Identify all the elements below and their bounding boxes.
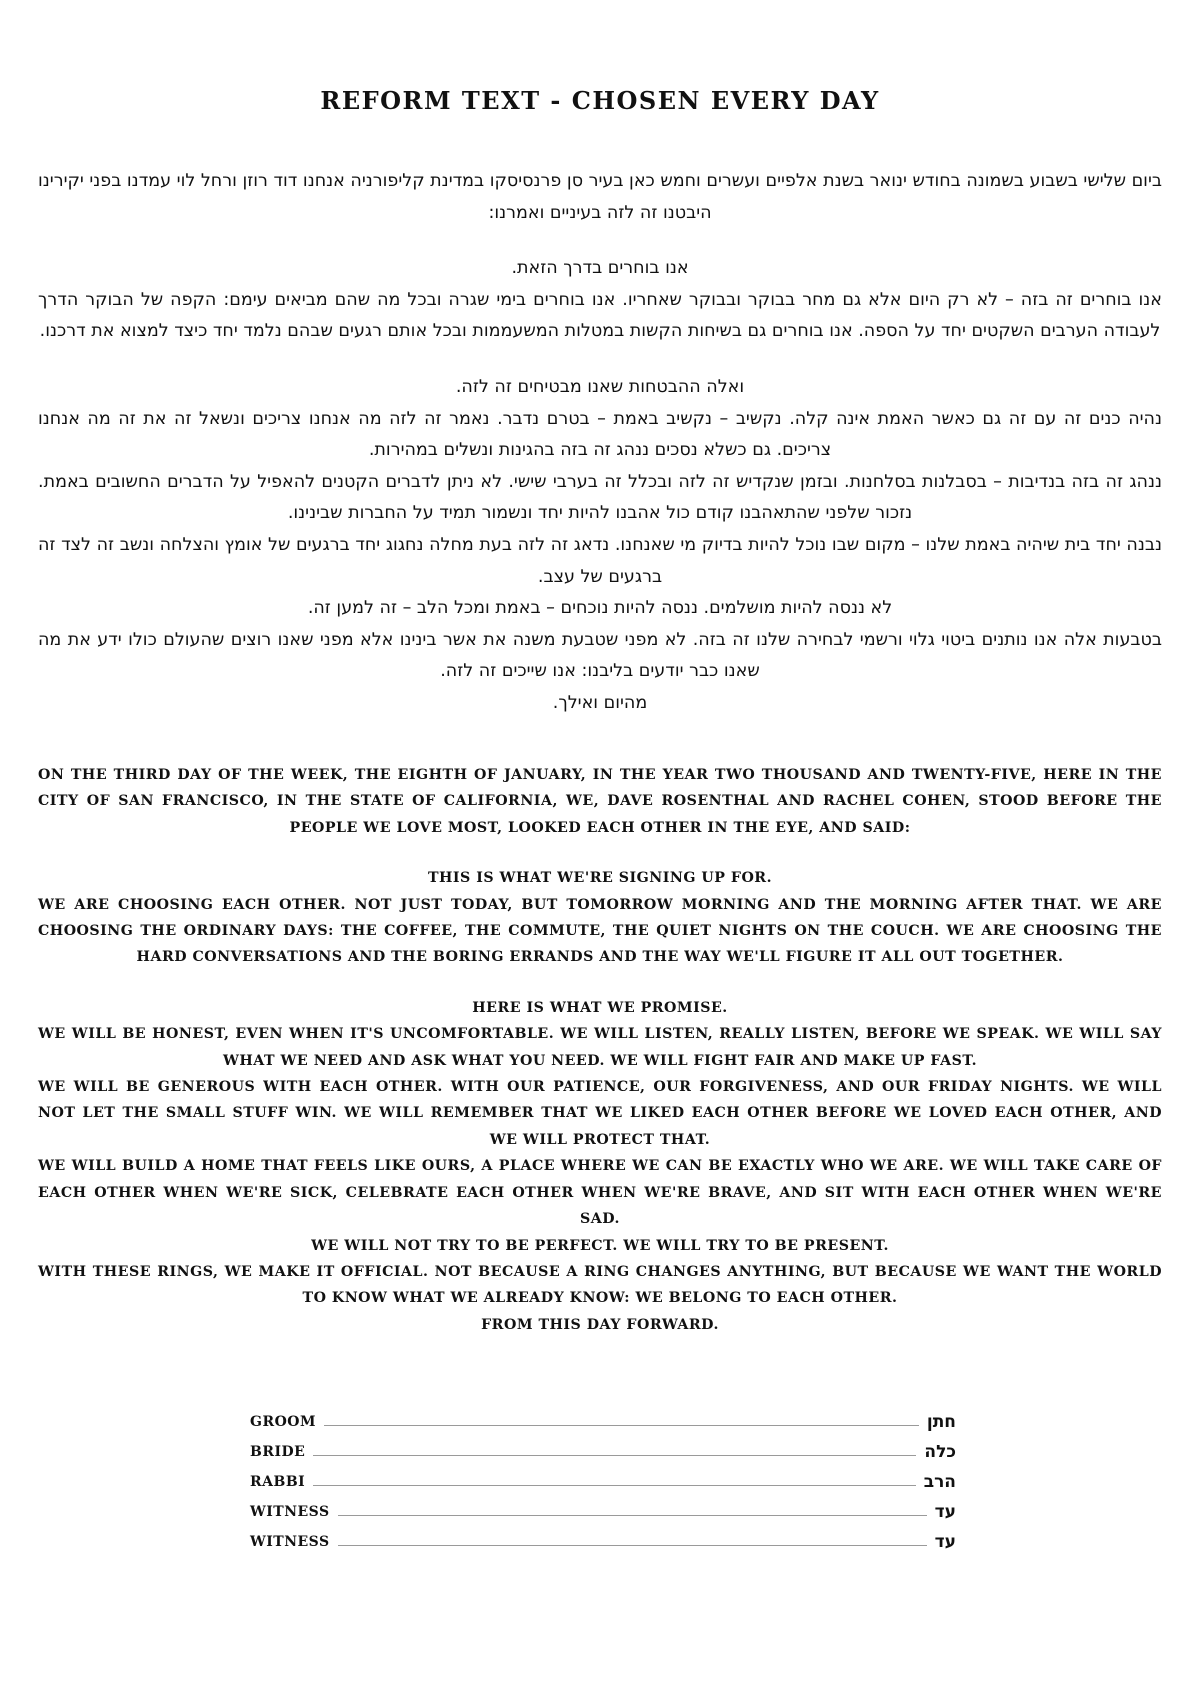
english-closing: FROM THIS DAY FORWARD. [481,1316,719,1333]
signature-label-he: חתן [926,1412,956,1432]
signature-label-he: הרב [923,1472,956,1492]
english-paragraph-home: WE WILL BUILD A HOME THAT FEELS LIKE OURS, A PLACE WHERE WE CAN BE EXACTLY WHO WE ARE. WE WILL TAKE CARE OF EACH OTHER WHEN WE'RE SICK, CELEBRATE EACH OTHER WHEN WE'RE BRAVE, AND SIT WITH EACH OTHER WHEN WE'RE SAD. [38,1158,1162,1228]
english-intro: ON THE THIRD DAY OF THE WEEK, THE EIGHTH OF JANUARY, IN THE YEAR TWO THOUSAND AND TWENTY-FIVE, HERE IN THE CITY OF SAN FRANCISCO, IN THE STATE OF CALIFORNIA, WE, DAVE ROSENTHAL AND RACHEL COHEN, STOOD BEFORE THE PEOPLE WE LOVE MOST, LOOKED EACH OTHER IN THE EYE, AND SAID: [38,767,1162,836]
signature-field[interactable] [313,1455,916,1456]
signature-label-en: RABBI [250,1474,306,1490]
signature-field[interactable] [338,1515,927,1516]
hebrew-paragraph-honesty: נהיה כנים זה עם זה גם כאשר האמת אינה קלה. נקשיב – נקשיב באמת – בטרם נדבר. נאמר זה לזה מה אנחנו צריכים ונשאל זה את זה מה אנחנו צריכים. גם כשלא נסכים ננהג זה בזה בהגינות ונשלים במהירות. [38,408,1162,461]
signature-label-en: WITNESS [250,1504,330,1520]
english-paragraph-choosing: WE ARE CHOOSING EACH OTHER. NOT JUST TODAY, BUT TOMORROW MORNING AND THE MORNING AFTER THAT. WE ARE CHOOSING THE ORDINARY DAYS: THE COFFEE, THE COMMUTE, THE QUIET NIGHTS ON THE COUCH. WE ARE CHOOSING THE HARD CONVERSATIONS AND THE BORING ERRANDS AND THE WAY WE'LL FIGURE IT ALL OUT TOGETHER. [38,896,1162,966]
signature-label-en: BRIDE [250,1444,306,1460]
english-paragraph-present: WE WILL NOT TRY TO BE PERFECT. WE WILL TRY TO BE PRESENT. [311,1237,889,1254]
hebrew-intro: ביום שלישי בשבוע בשמונה בחודש ינואר בשנת אלפיים ועשרים וחמש כאן בעיר סן פרנסיסקו במדינת קליפורניה אנחנו דוד רוזן ורחל לוי עמדנו בפני יקירינו היבטנו זה לזה בעיניים ואמרנו: [38,171,1162,223]
hebrew-heading-choosing: אנו בוחרים בדרך הזאת. [511,258,689,279]
hebrew-heading-promises: ואלה ההבטחות שאנו מבטיחים זה לזה. [455,376,745,397]
document-title: REFORM TEXT - CHOSEN EVERY DAY [320,86,880,115]
signature-field[interactable] [338,1545,927,1546]
signature-label-he: עד [934,1502,956,1522]
english-text-block [38,762,1162,1338]
signature-line-witness-2[interactable] [250,1522,956,1552]
english-heading-promises: HERE IS WHAT WE PROMISE. [472,999,728,1016]
english-heading-choosing: THIS IS WHAT WE'RE SIGNING UP FOR. [427,870,773,887]
signature-line-groom[interactable] [250,1402,956,1432]
signature-label-en: GROOM [250,1414,316,1430]
signature-line-bride[interactable] [250,1432,956,1462]
hebrew-paragraph-choosing: אנו בוחרים זה בזה – לא רק היום אלא גם מחר בבוקר ובבוקר שאחריו. אנו בוחרים בימי שגרה ובכל מה שהם מביאים עימם: הקפה של הבוקר הדרך לעבודה הערבים השקטים יחד על הספה. אנו בוחרים גם בשיחות הקשות במטלות המשעממות ובכל אותם רגעים שבהם נלמד יחד כיצד למצוא את דרכנו. [38,289,1162,342]
hebrew-paragraph-present: לא ננסה להיות מושלמים. ננסה להיות נוכחים – באמת ומכל הלב – זה למען זה. [307,598,893,619]
hebrew-text-block [38,166,1162,720]
hebrew-closing: מהיום ואילך. [552,692,648,713]
hebrew-paragraph-home: נבנה יחד בית שיהיה באמת שלנו – מקום שבו נוכל להיות בדיוק מי שאנחנו. נדאג זה לזה בעת מחלה נחגוג יחד ברגעים של אומץ והצלחה ונשב זה לצד זה ברגעים של עצב. [38,534,1162,587]
hebrew-paragraph-rings: בטבעות אלה אנו נותנים ביטוי גלוי ורשמי לבחירה שלנו זה בזה. לא מפני שטבעת משנה את אשר בינינו אלא מפני שאנו רוצים שהעולם כולו ידע את מה שאנו כבר יודעים בליבנו: אנו שייכים זה לזה. [38,629,1162,682]
signature-label-he: עד [934,1532,956,1552]
hebrew-paragraph-generosity: ננהג זה בזה בנדיבות – בסבלנות בסלחנות. ובזמן שנקדיש זה לזה ובכלל זה בערבי שישי. לא ניתן לדברים הקטנים להאפיל על הדברים החשובים באמת. נזכור שלפני שהתאהבנו קודם כול אהבנו להיות יחד ונשמור תמיד על החברות שבינינו. [38,471,1162,524]
signature-label-he: כלה [924,1442,956,1462]
signature-field[interactable] [313,1485,915,1486]
signature-label-en: WITNESS [250,1534,330,1550]
english-paragraph-rings: WITH THESE RINGS, WE MAKE IT OFFICIAL. NOT BECAUSE A RING CHANGES ANYTHING, BUT BECAUSE WE WANT THE WORLD TO KNOW WHAT WE ALREADY KNOW: WE BELONG TO EACH OTHER. [38,1263,1162,1307]
signature-line-witness-1[interactable] [250,1492,956,1522]
signature-line-rabbi[interactable] [250,1462,956,1492]
signature-field[interactable] [324,1425,919,1426]
english-paragraph-generosity: WE WILL BE GENEROUS WITH EACH OTHER. WITH OUR PATIENCE, OUR FORGIVENESS, AND OUR FRIDAY NIGHTS. WE WILL NOT LET THE SMALL STUFF WIN. WE WILL REMEMBER THAT WE LIKED EACH OTHER BEFORE WE LOVED EACH OTHER, AND WE WILL PROTECT THAT. [38,1079,1162,1148]
english-paragraph-honesty: WE WILL BE HONEST, EVEN WHEN IT'S UNCOMFORTABLE. WE WILL LISTEN, REALLY LISTEN, BEFORE WE SPEAK. WE WILL SAY WHAT WE NEED AND ASK WHAT YOU NEED. WE WILL FIGHT FAIR AND MAKE UP FAST. [38,1026,1162,1069]
